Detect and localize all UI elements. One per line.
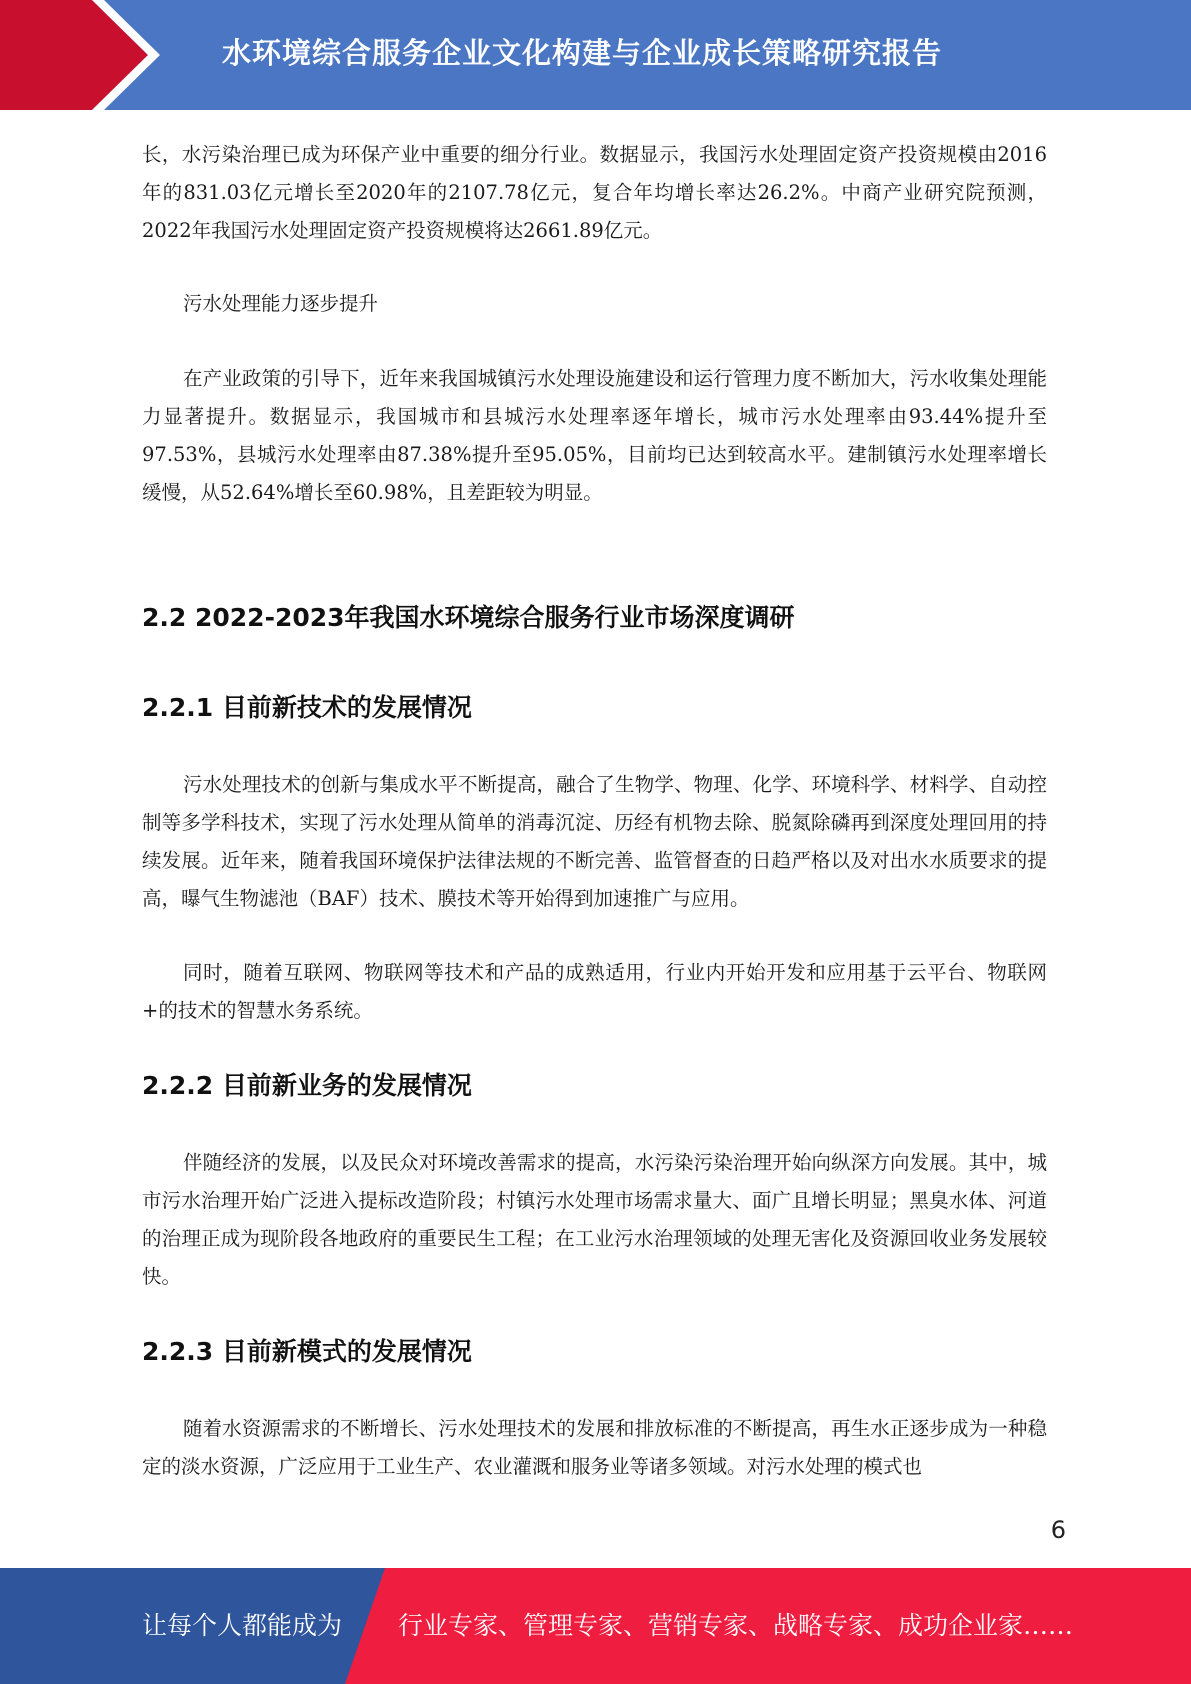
report-title: 水环境综合服务企业文化构建与企业成长策略研究报告 <box>222 36 943 70</box>
page-footer <box>0 1568 1191 1684</box>
paragraph-investment: 长，水污染治理已成为环保产业中重要的细分行业。数据显示，我国污水处理固定资产投资规模由2016年的831.03亿元增长至2020年的2107.78亿元，复合年均增长率达26.2%。中商产业研究院预测，2022年我国污水处理固定资产投资规模将达2661.89亿元。 <box>142 143 1047 242</box>
section-heading-2-2: 2.2 2022-2023年我国水环境综合服务行业市场深度调研 <box>142 603 795 632</box>
document-body <box>142 136 1047 1486</box>
section-heading-2-2-2: 2.2.2 目前新业务的发展情况 <box>142 1071 472 1100</box>
paragraph-new-model: 随着水资源需求的不断增长、污水处理技术的发展和排放标准的不断提高，再生水正逐步成为一种稳定的淡水资源，广泛应用于工业生产、农业灌溉和服务业等诸多领域。对污水处理的模式也 <box>142 1417 1047 1478</box>
paragraph-new-business: 伴随经济的发展，以及民众对环境改善需求的提高，水污染污染治理开始向纵深方向发展。其中，城市污水治理开始广泛进入提标改造阶段；村镇污水处理市场需求量大、面广且增长明显；黑臭水体、河道的治理正成为现阶段各地政府的重要民生工程；在工业污水治理领域的处理无害化及资源回收业务发展较快。 <box>142 1151 1047 1288</box>
paragraph-treatment-rate: 在产业政策的引导下，近年来我国城镇污水处理设施建设和运行管理力度不断加大，污水收集处理能力显著提升。数据显示，我国城市和县城污水处理率逐年增长，城市污水处理率由93.44%提升至97.53%，县城污水处理率由87.38%提升至95.05%，目前均已达到较高水平。建制镇污水处理率增长缓慢，从52.64%增长至60.98%，且差距较为明显。 <box>142 367 1047 504</box>
section-heading-2-2-1: 2.2.1 目前新技术的发展情况 <box>142 693 472 722</box>
subheading-capacity: 污水处理能力逐步提升 <box>183 292 379 315</box>
section-heading-2-2-3: 2.2.3 目前新模式的发展情况 <box>142 1337 472 1366</box>
footer-slogan-right: 行业专家、管理专家、营销专家、战略专家、成功企业家…… <box>398 1611 1074 1640</box>
paragraph-new-technology: 污水处理技术的创新与集成水平不断提高，融合了生物学、物理、化学、环境科学、材料学、自动控制等多学科技术，实现了污水处理从简单的消毒沉淀、历经有机物去除、脱氮除磷再到深度处理回用的持续发展。近年来，随着我国环境保护法律法规的不断完善、监管督查的日趋严格以及对出水水质要求的提高，曝气生物滤池（BAF）技术、膜技术等开始得到加速推广与应用。 <box>142 773 1047 910</box>
page-header <box>0 0 1191 110</box>
page-number: 6 <box>1050 1516 1066 1544</box>
paragraph-smart-water: 同时，随着互联网、物联网等技术和产品的成熟适用，行业内开始开发和应用基于云平台、物联网+的技术的智慧水务系统。 <box>142 961 1047 1022</box>
header-arrow-emblem <box>0 0 160 110</box>
footer-slogan-left: 让每个人都能成为 <box>142 1611 343 1640</box>
